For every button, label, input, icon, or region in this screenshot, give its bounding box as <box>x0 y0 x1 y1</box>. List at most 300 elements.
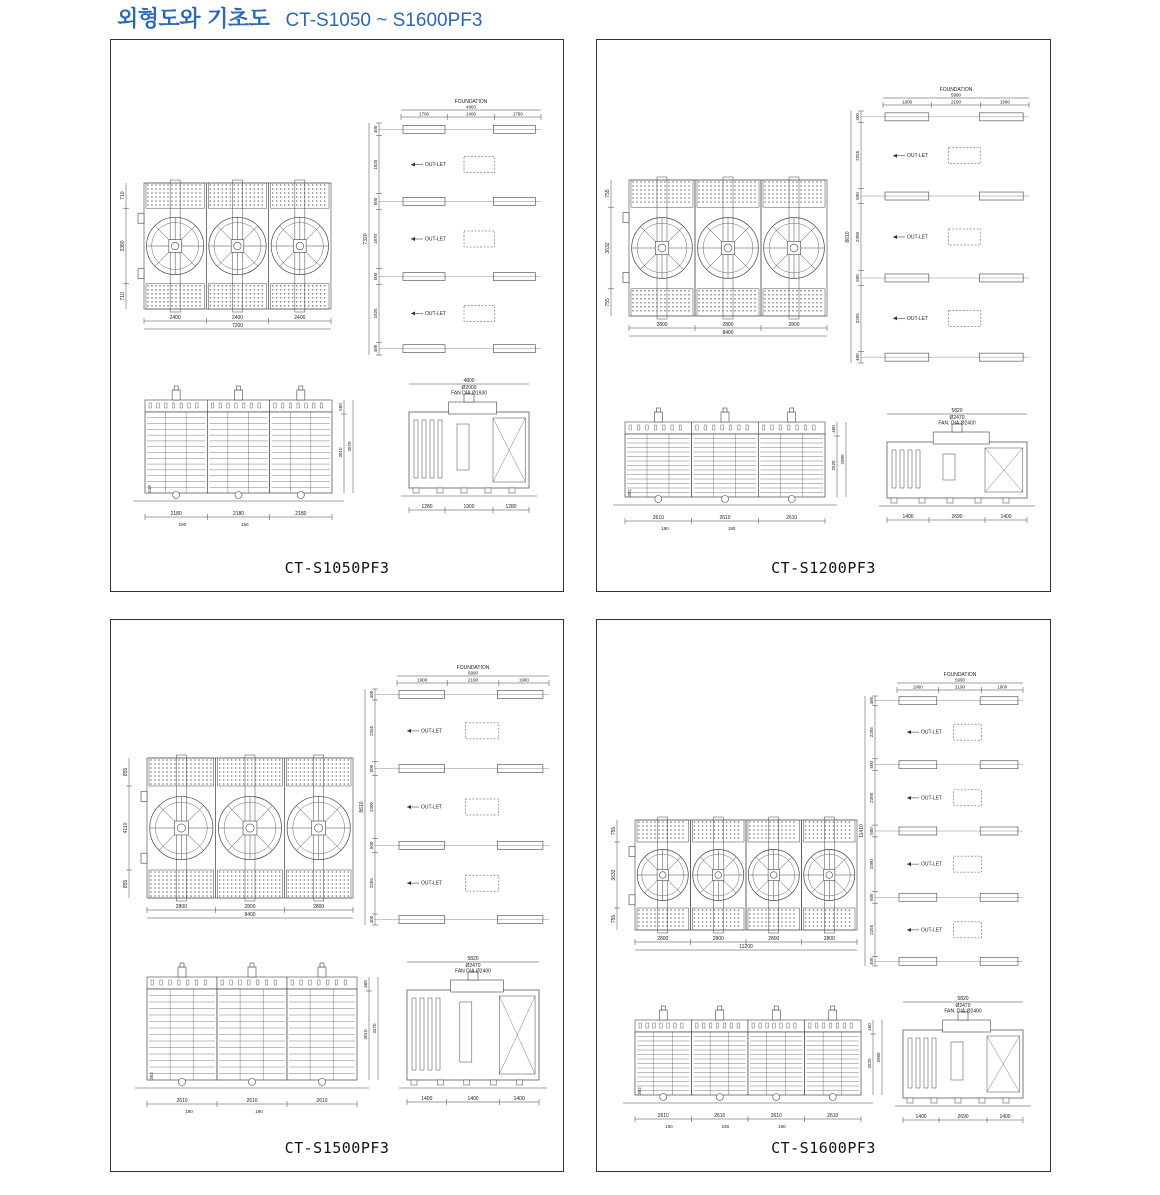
louver-dot <box>198 771 200 773</box>
louver-dot <box>234 196 236 198</box>
louver-dot <box>636 298 638 300</box>
side-width-dimension: 1400 <box>421 1096 433 1102</box>
louver-dot <box>680 193 682 195</box>
louver-dot <box>231 879 233 881</box>
fan-hub <box>715 872 722 879</box>
louver-dot <box>706 294 708 296</box>
louver-dot <box>312 200 314 202</box>
louver-dot <box>800 294 802 296</box>
louver-dot <box>658 825 660 827</box>
louver-dot <box>320 204 322 206</box>
louver-dot <box>191 200 193 202</box>
louver-dot <box>702 306 704 308</box>
louver-dot <box>658 837 660 839</box>
louver-dot <box>276 184 278 186</box>
louver-dot <box>658 909 660 911</box>
louver-dot <box>813 825 815 827</box>
louver-dot <box>672 290 674 292</box>
louver-dot <box>267 763 269 765</box>
louver-dot <box>166 759 168 761</box>
louver-dot <box>646 925 648 927</box>
louver-dot <box>191 188 193 190</box>
louver-dot <box>784 189 786 191</box>
louver-dot <box>648 294 650 296</box>
louver-dot <box>279 775 281 777</box>
louver-dot <box>210 775 212 777</box>
louver-dot <box>247 879 249 881</box>
louver-dot <box>198 875 200 877</box>
elevation-total-height: 2980 <box>876 1052 881 1063</box>
louver-dot <box>151 289 153 291</box>
louver-dot <box>726 306 728 308</box>
louver-dot <box>780 290 782 292</box>
louver-dot <box>158 879 160 881</box>
louver-dot <box>238 192 240 194</box>
louver-dot <box>263 779 265 781</box>
side-support-foot <box>919 498 925 503</box>
foundation-height-dimension: 400 <box>869 957 874 966</box>
louver-dot <box>316 763 318 765</box>
louver-dot <box>808 290 810 292</box>
louver-dot <box>646 825 648 827</box>
louver-dot <box>706 829 708 831</box>
louver-dot <box>785 913 787 915</box>
louver-dot <box>636 201 638 203</box>
louver-dot <box>682 921 684 923</box>
louver-dot <box>784 290 786 292</box>
louver-dot <box>178 895 180 897</box>
plan-total-width-dimension: 11200 <box>739 944 753 950</box>
outlet-arrow-head <box>907 796 911 800</box>
louver-dot <box>644 201 646 203</box>
louver-dot <box>210 887 212 889</box>
louver-dot <box>813 925 815 927</box>
louver-dot <box>234 305 236 307</box>
louver-dot <box>300 767 302 769</box>
louver-dot <box>170 871 172 873</box>
louver-dot <box>730 294 732 296</box>
louver-dot <box>662 833 664 835</box>
louver-dot <box>668 294 670 296</box>
louver-dot <box>849 909 851 911</box>
louver-dot <box>288 305 290 307</box>
louver-dot <box>793 821 795 823</box>
louver-dot <box>680 189 682 191</box>
louver-dot <box>167 297 169 299</box>
louver-dot <box>800 310 802 312</box>
louver-dot <box>320 779 322 781</box>
louver-dot <box>206 767 208 769</box>
louver-dot <box>320 891 322 893</box>
louver-dot <box>304 883 306 885</box>
water-outlet-pipe <box>788 496 795 503</box>
louver-dot <box>195 192 197 194</box>
louver-dot <box>259 887 261 889</box>
louver-dot <box>664 298 666 300</box>
louver-dot <box>234 289 236 291</box>
louver-dot <box>817 833 819 835</box>
louver-dot <box>340 875 342 877</box>
louver-dot <box>672 193 674 195</box>
louver-dot <box>698 913 700 915</box>
louver-dot <box>239 775 241 777</box>
louver-dot <box>320 775 322 777</box>
louver-dot <box>749 917 751 919</box>
louver-dot <box>768 290 770 292</box>
louver-dot <box>684 294 686 296</box>
louver-dot <box>670 921 672 923</box>
louver-dot <box>702 909 704 911</box>
louver-dot <box>247 775 249 777</box>
plan-cell-width-dimension: 2400 <box>231 315 244 321</box>
louver-dot <box>348 767 350 769</box>
louver-dot <box>816 310 818 312</box>
model-label: CT-S1200PF3 <box>771 559 876 577</box>
louver-dot <box>246 305 248 307</box>
louver-dot <box>769 829 771 831</box>
louver-dot <box>694 821 696 823</box>
louver-dot <box>682 837 684 839</box>
louver-dot <box>757 829 759 831</box>
louver-dot <box>706 925 708 927</box>
louver-dot <box>272 200 274 202</box>
louver-dot <box>845 909 847 911</box>
outlet-frame <box>949 148 981 164</box>
louver-dot <box>202 891 204 893</box>
louver-dot <box>742 201 744 203</box>
elevation-width-dimension: 2180 <box>295 511 307 517</box>
louver-dot <box>150 895 152 897</box>
louver-dot <box>768 201 770 203</box>
louver-dot <box>680 290 682 292</box>
louver-dot <box>348 871 350 873</box>
louver-dot <box>151 301 153 303</box>
louver-dot <box>772 201 774 203</box>
louver-dot <box>632 298 634 300</box>
water-outlet-pipe <box>655 496 662 503</box>
louver-dot <box>808 193 810 195</box>
louver-dot <box>845 913 847 915</box>
louver-dot <box>183 192 185 194</box>
louver-dot <box>676 290 678 292</box>
louver-dot <box>284 192 286 194</box>
side-support-foot <box>975 498 981 503</box>
louver-dot <box>768 298 770 300</box>
louver-dot <box>793 825 795 827</box>
louver-dot <box>312 771 314 773</box>
louver-dot <box>210 883 212 885</box>
louver-dot <box>210 289 212 291</box>
louver-dot <box>284 188 286 190</box>
louver-dot <box>234 192 236 194</box>
louver-dot <box>251 879 253 881</box>
louver-dot <box>821 921 823 923</box>
louver-dot <box>222 204 224 206</box>
outlet-arrow-head <box>907 730 911 734</box>
louver-dot <box>805 909 807 911</box>
louver-dot <box>280 297 282 299</box>
louver-dot <box>761 925 763 927</box>
louver-dot <box>668 306 670 308</box>
louver-dot <box>190 771 192 773</box>
louver-dot <box>239 891 241 893</box>
louver-dot <box>706 821 708 823</box>
louver-dot <box>678 837 680 839</box>
louver-dot <box>336 875 338 877</box>
louver-dot <box>190 883 192 885</box>
louver-dot <box>296 891 298 893</box>
louver-dot <box>246 293 248 295</box>
louver-dot <box>272 289 274 291</box>
louver-dot <box>234 188 236 190</box>
louver-dot <box>166 771 168 773</box>
louver-dot <box>784 298 786 300</box>
louver-dot <box>776 306 778 308</box>
louver-dot <box>344 891 346 893</box>
louver-dot <box>288 895 290 897</box>
louver-dot <box>749 921 751 923</box>
side-fan-deck <box>933 432 989 444</box>
louver-dot <box>158 763 160 765</box>
louver-dot <box>706 298 708 300</box>
louver-dot <box>206 763 208 765</box>
louver-dot <box>754 197 756 199</box>
foundation-height-dimension: 2300 <box>855 231 860 243</box>
louver-dot <box>262 184 264 186</box>
louver-dot <box>292 775 294 777</box>
louver-dot <box>680 306 682 308</box>
louver-dot <box>320 200 322 202</box>
louver-dot <box>199 192 201 194</box>
louver-dot <box>829 833 831 835</box>
louver-dot <box>151 204 153 206</box>
louver-dot <box>178 771 180 773</box>
louver-dot <box>300 184 302 186</box>
louver-dot <box>227 875 229 877</box>
louver-dot <box>247 763 249 765</box>
page-header <box>117 2 482 36</box>
louver-dot <box>308 883 310 885</box>
louver-dot <box>230 196 232 198</box>
louver-dot <box>710 821 712 823</box>
louver-dot <box>296 289 298 291</box>
louver-dot <box>710 290 712 292</box>
louver-dot <box>672 201 674 203</box>
louver-dot <box>292 192 294 194</box>
louver-dot <box>276 289 278 291</box>
louver-dot <box>780 310 782 312</box>
louver-dot <box>784 306 786 308</box>
outlet-frame <box>954 856 982 872</box>
louver-dot <box>702 298 704 300</box>
louver-dot <box>174 883 176 885</box>
louver-dot <box>644 298 646 300</box>
fan-motor-housing <box>721 412 729 422</box>
plan-side-dimension: 3380 <box>120 240 126 252</box>
elevation-width-dimension: 2610 <box>719 515 731 521</box>
outlet-frame <box>949 229 981 245</box>
louver-dot <box>644 302 646 304</box>
louver-dot <box>227 891 229 893</box>
louver-dot <box>154 879 156 881</box>
louver-dot <box>227 767 229 769</box>
louver-dot <box>706 185 708 187</box>
louver-dot <box>812 306 814 308</box>
louver-dot <box>785 833 787 835</box>
louver-dot <box>636 181 638 183</box>
louver-dot <box>789 925 791 927</box>
louver-dot <box>837 825 839 827</box>
louver-dot <box>276 285 278 287</box>
louver-dot <box>238 196 240 198</box>
louver-dot <box>674 833 676 835</box>
louver-dot <box>750 181 752 183</box>
louver-dot <box>258 289 260 291</box>
louver-dot <box>316 767 318 769</box>
louver-dot <box>275 783 277 785</box>
elevation-width-dimension: 2610 <box>714 1113 726 1119</box>
louver-dot <box>646 909 648 911</box>
louver-dot <box>816 181 818 183</box>
louver-dot <box>206 883 208 885</box>
louver-dot <box>288 200 290 202</box>
louver-dot <box>734 917 736 919</box>
louver-dot <box>202 759 204 761</box>
louver-dot <box>284 184 286 186</box>
louver-dot <box>271 895 273 897</box>
louver-dot <box>714 189 716 191</box>
louver-dot <box>259 879 261 881</box>
louver-dot <box>336 771 338 773</box>
louver-dot <box>214 305 216 307</box>
louver-dot <box>276 293 278 295</box>
louver-dot <box>227 883 229 885</box>
louver-dot <box>262 285 264 287</box>
louver-dot <box>288 192 290 194</box>
louver-dot <box>275 887 277 889</box>
louver-dot <box>706 181 708 183</box>
louver-dot <box>332 891 334 893</box>
louver-dot <box>809 909 811 911</box>
louver-dot <box>206 879 208 881</box>
louver-dot <box>688 185 690 187</box>
louver-dot <box>676 189 678 191</box>
plan-louver-top <box>697 180 759 207</box>
louver-dot <box>676 201 678 203</box>
fan-hub <box>171 242 178 249</box>
elevation-height-dimension: 460 <box>867 1023 872 1031</box>
louver-dot <box>668 193 670 195</box>
louver-dot <box>231 875 233 877</box>
louver-dot <box>155 188 157 190</box>
louver-dot <box>742 302 744 304</box>
louver-dot <box>194 875 196 877</box>
louver-dot <box>800 302 802 304</box>
louver-dot <box>292 887 294 889</box>
louver-dot <box>267 887 269 889</box>
louver-dot <box>785 825 787 827</box>
louver-dot <box>288 767 290 769</box>
louver-dot <box>316 771 318 773</box>
louver-dot <box>267 879 269 881</box>
louver-dot <box>636 290 638 292</box>
fan-motor-cap <box>174 386 178 390</box>
louver-dot <box>312 875 314 877</box>
louver-dot <box>218 293 220 295</box>
louver-dot <box>749 925 751 927</box>
louver-dot <box>226 305 228 307</box>
louver-dot <box>151 200 153 202</box>
louver-dot <box>163 192 165 194</box>
louver-dot <box>272 301 274 303</box>
louver-dot <box>328 875 330 877</box>
louver-dot <box>340 871 342 873</box>
model-label: CT-S1500PF3 <box>284 1139 390 1157</box>
foundation-total-height: 7320 <box>363 233 369 245</box>
louver-dot <box>300 763 302 765</box>
louver-dot <box>210 184 212 186</box>
louver-dot <box>300 775 302 777</box>
louver-dot <box>223 879 225 881</box>
louver-dot <box>167 188 169 190</box>
louver-dot <box>308 297 310 299</box>
louver-dot <box>258 285 260 287</box>
louver-dot <box>714 913 716 915</box>
louver-dot <box>320 887 322 889</box>
louver-dot <box>324 297 326 299</box>
louver-dot <box>718 185 720 187</box>
louver-dot <box>812 189 814 191</box>
plan-louver-top <box>631 180 693 207</box>
louver-dot <box>800 290 802 292</box>
louver-dot <box>650 913 652 915</box>
louver-dot <box>194 783 196 785</box>
louver-dot <box>706 917 708 919</box>
elevation-height-dimension: 3010 <box>338 447 343 458</box>
louver-dot <box>796 193 798 195</box>
louver-dot <box>328 879 330 881</box>
louver-dot <box>698 310 700 312</box>
plan-access-door <box>629 895 635 905</box>
fan-motor-housing <box>318 967 326 977</box>
louver-dot <box>243 879 245 881</box>
louver-dot <box>187 184 189 186</box>
louver-dot <box>730 193 732 195</box>
louver-dot <box>206 759 208 761</box>
louver-dot <box>672 181 674 183</box>
louver-dot <box>267 871 269 873</box>
louver-dot <box>668 189 670 191</box>
louver-dot <box>284 297 286 299</box>
side-support-foot <box>517 1080 523 1085</box>
louver-dot <box>674 825 676 827</box>
louver-dot <box>726 837 728 839</box>
foundation-height-dimension: 1825 <box>373 159 378 170</box>
outlet-arrow-head <box>907 862 911 866</box>
foundation-height-dimension: 1870 <box>373 233 378 245</box>
louver-dot <box>730 201 732 203</box>
louver-dot <box>219 771 221 773</box>
louver-dot <box>246 297 248 299</box>
plan-access-door <box>623 272 629 282</box>
louver-dot <box>785 829 787 831</box>
louver-dot <box>218 192 220 194</box>
louver-dot <box>773 925 775 927</box>
louver-dot <box>332 763 334 765</box>
foundation-height-dimension: 500 <box>869 827 874 835</box>
louver-dot <box>710 913 712 915</box>
louver-dot <box>199 301 201 303</box>
